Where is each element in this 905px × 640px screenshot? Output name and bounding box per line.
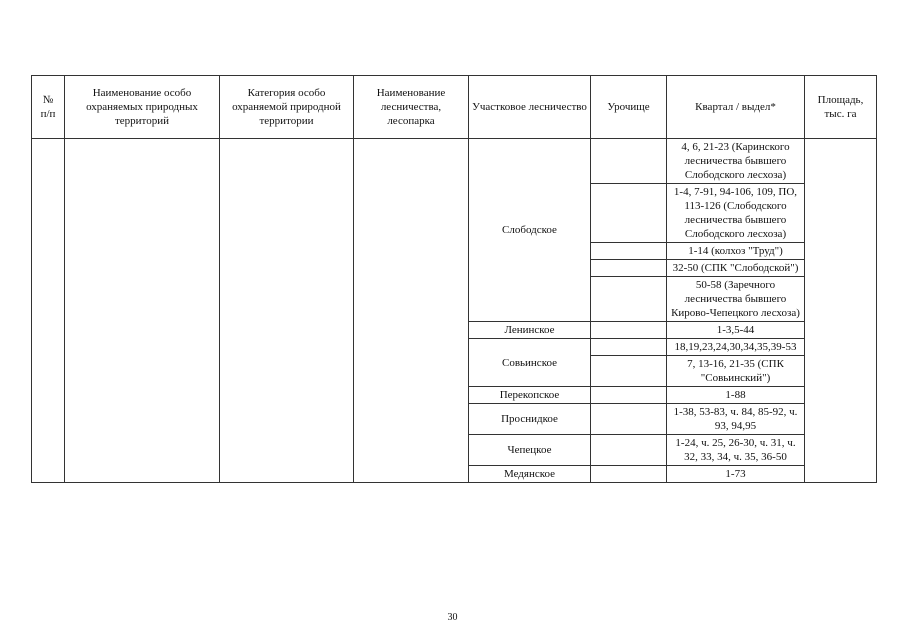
tract-cell [591,184,667,243]
block-cell: 1-4, 7-91, 94-106, 109, ПО, 113-126 (Слободского лесничества бывшего Слободского лесхоза) [667,184,805,243]
block-cell: 7, 13-16, 21-35 (СПК "Совьинский") [667,356,805,387]
block-cell: 1-73 [667,466,805,483]
block-cell: 1-38, 53-83, ч. 84, 85-92, ч. 93, 94,95 [667,404,805,435]
tract-cell [591,356,667,387]
tract-cell [591,435,667,466]
district-forestry-cell: Перекопское [469,387,591,404]
tract-cell [591,243,667,260]
district-forestry-cell: Чепецкое [469,435,591,466]
page-number: 30 [447,612,458,623]
block-cell: 18,19,23,24,30,34,35,39-53 [667,339,805,356]
district-forestry-cell: Слободское [469,139,591,322]
header-block: Квартал / выдел* [667,76,805,139]
forestry-name-cell [354,139,469,483]
block-cell: 50-58 (Заречного лесничества бывшего Кирово-Чепецкого лесхоза) [667,277,805,322]
block-cell: 32-50 (СПК "Слободской") [667,260,805,277]
block-cell: 1-3,5-44 [667,322,805,339]
district-forestry-cell: Проснидкое [469,404,591,435]
header-number: № п/п [32,76,65,139]
table-row [32,139,877,184]
header-territory-name: Наименование особо охраняемых природных территорий [65,76,220,139]
district-forestry-cell: Совьинское [469,339,591,387]
table-header [32,76,877,139]
tract-cell [591,322,667,339]
block-cell: 1-24, ч. 25, 26-30, ч. 31, ч. 32, 33, 34, ч. 35, 36-50 [667,435,805,466]
table-body [32,139,877,483]
number-cell [32,139,65,483]
tract-cell [591,387,667,404]
header-territory-category: Категория особо охраняемой природной территории [220,76,354,139]
tract-cell [591,339,667,356]
forest-areas-table [31,75,877,483]
tract-cell [591,277,667,322]
header-district-forestry: Участковое лесничество [469,76,591,139]
territory-name-cell [65,139,220,483]
block-cell: 4, 6, 21-23 (Каринского лесничества бывшего Слободского лесхоза) [667,139,805,184]
tract-cell [591,260,667,277]
tract-cell [591,404,667,435]
tract-cell [591,139,667,184]
territory-category-cell [220,139,354,483]
area-cell [805,139,877,483]
block-cell: 1-88 [667,387,805,404]
header-area: Площадь, тыс. га [805,76,877,139]
header-forestry-name: Наименование лесничества, лесопарка [354,76,469,139]
district-forestry-cell: Ленинское [469,322,591,339]
district-forestry-cell: Медянское [469,466,591,483]
tract-cell [591,466,667,483]
header-tract: Урочище [591,76,667,139]
block-cell: 1-14 (колхоз "Труд") [667,243,805,260]
